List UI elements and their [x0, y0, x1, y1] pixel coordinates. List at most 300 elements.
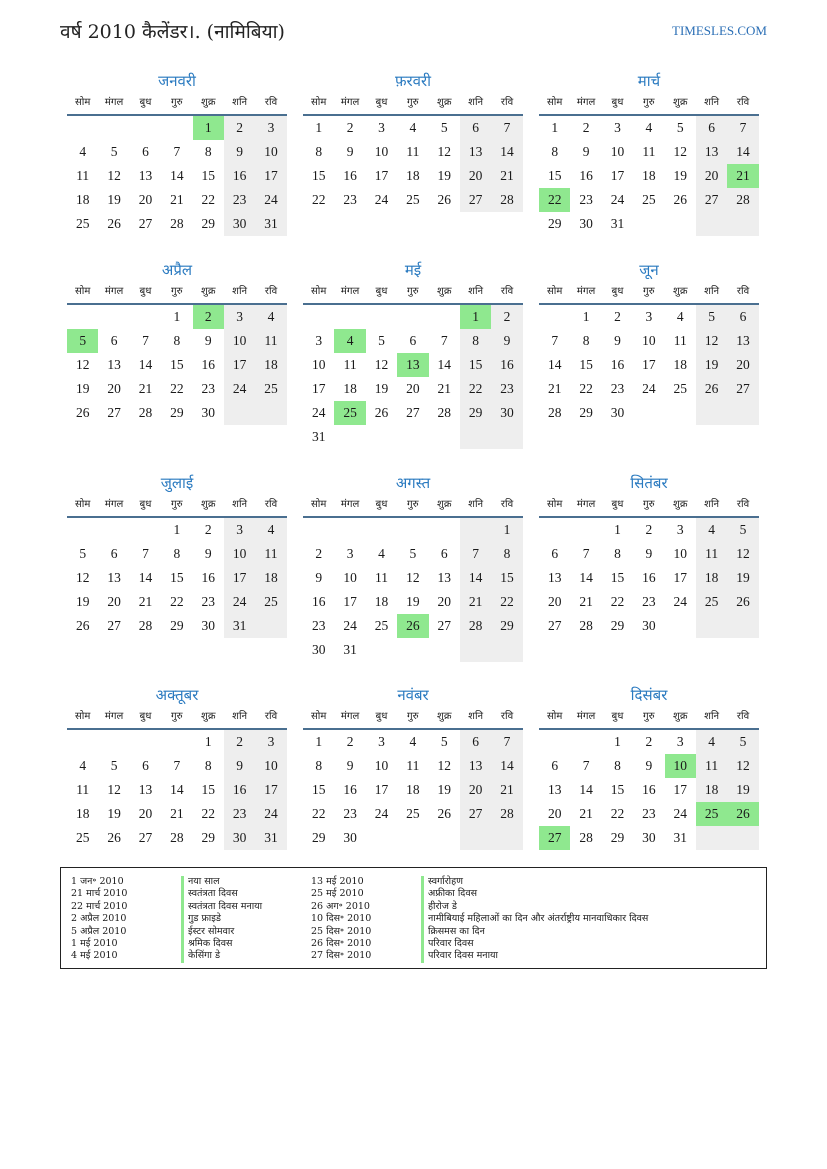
- day-cell[interactable]: 2: [224, 730, 255, 754]
- day-cell[interactable]: 12: [727, 542, 758, 566]
- day-cell[interactable]: 12: [437, 758, 451, 773]
- day-cell[interactable]: 12: [727, 754, 758, 778]
- day-cell[interactable]: 3: [224, 305, 255, 329]
- day-cell[interactable]: 28: [437, 405, 451, 420]
- day-cell[interactable]: 7: [491, 730, 522, 754]
- day-cell[interactable]: 5: [696, 305, 727, 329]
- day-cell[interactable]: 17: [374, 168, 389, 183]
- day-cell[interactable]: 22: [311, 806, 326, 821]
- day-cell[interactable]: 11: [696, 542, 727, 566]
- day-cell[interactable]: 19: [673, 168, 687, 183]
- day-cell[interactable]: 11: [343, 357, 357, 372]
- day-cell[interactable]: 1: [315, 120, 323, 135]
- holiday-day-cell[interactable]: 13: [397, 353, 428, 377]
- day-cell[interactable]: 14: [170, 782, 184, 797]
- day-cell[interactable]: 1: [551, 120, 559, 135]
- day-cell[interactable]: 2: [614, 309, 621, 324]
- day-cell[interactable]: 24: [224, 377, 255, 401]
- day-cell[interactable]: 27: [547, 618, 562, 633]
- day-cell[interactable]: 2: [315, 546, 323, 561]
- day-cell[interactable]: 31: [224, 614, 255, 638]
- day-cell[interactable]: 25: [673, 381, 687, 396]
- day-cell[interactable]: 12: [437, 144, 451, 159]
- day-cell[interactable]: 24: [255, 802, 286, 826]
- day-cell[interactable]: 28: [491, 188, 522, 212]
- holiday-day-cell[interactable]: 26: [727, 802, 758, 826]
- day-cell[interactable]: 22: [460, 377, 491, 401]
- day-cell[interactable]: 10: [224, 542, 255, 566]
- day-cell[interactable]: 19: [75, 594, 90, 609]
- day-cell[interactable]: 6: [460, 116, 491, 140]
- day-cell[interactable]: 16: [343, 168, 357, 183]
- day-cell[interactable]: 11: [76, 168, 90, 183]
- day-cell[interactable]: 1: [173, 309, 181, 324]
- day-cell[interactable]: 11: [255, 329, 286, 353]
- day-cell[interactable]: 17: [642, 357, 656, 372]
- day-cell[interactable]: 21: [170, 806, 184, 821]
- day-cell[interactable]: 6: [142, 758, 149, 773]
- day-cell[interactable]: 5: [727, 730, 758, 754]
- day-cell[interactable]: 6: [110, 333, 118, 348]
- day-cell[interactable]: 5: [440, 120, 448, 135]
- day-cell[interactable]: 29: [610, 830, 625, 845]
- day-cell[interactable]: 24: [374, 806, 389, 821]
- day-cell[interactable]: 12: [696, 329, 727, 353]
- day-cell[interactable]: 14: [491, 754, 522, 778]
- day-cell[interactable]: 22: [579, 381, 593, 396]
- day-cell[interactable]: 28: [579, 830, 593, 845]
- day-cell[interactable]: 2: [204, 522, 212, 537]
- day-cell[interactable]: 20: [460, 164, 491, 188]
- day-cell[interactable]: 22: [610, 594, 625, 609]
- day-cell[interactable]: 6: [409, 333, 417, 348]
- day-cell[interactable]: 1: [173, 522, 181, 537]
- day-cell[interactable]: 15: [201, 782, 215, 797]
- day-cell[interactable]: 1: [614, 522, 621, 537]
- day-cell[interactable]: 24: [255, 188, 286, 212]
- day-cell[interactable]: 20: [696, 164, 727, 188]
- day-cell[interactable]: 9: [204, 333, 212, 348]
- day-cell[interactable]: 20: [107, 381, 121, 396]
- day-cell[interactable]: 21: [437, 381, 451, 396]
- day-cell[interactable]: 27: [138, 830, 153, 845]
- day-cell[interactable]: 8: [173, 333, 181, 348]
- day-cell[interactable]: 29: [201, 830, 215, 845]
- day-cell[interactable]: 24: [311, 405, 326, 420]
- day-cell[interactable]: 19: [75, 381, 90, 396]
- day-cell[interactable]: 18: [696, 778, 727, 802]
- day-cell[interactable]: 4: [79, 144, 87, 159]
- day-cell[interactable]: 24: [343, 618, 357, 633]
- day-cell[interactable]: 25: [374, 618, 389, 633]
- day-cell[interactable]: 14: [579, 782, 593, 797]
- day-cell[interactable]: 11: [673, 333, 687, 348]
- day-cell[interactable]: 1: [491, 518, 522, 542]
- day-cell[interactable]: 19: [406, 594, 420, 609]
- day-cell[interactable]: 14: [727, 140, 758, 164]
- day-cell[interactable]: 29: [311, 830, 326, 845]
- day-cell[interactable]: 15: [610, 570, 625, 585]
- day-cell[interactable]: 23: [343, 806, 357, 821]
- day-cell[interactable]: 5: [110, 758, 118, 773]
- day-cell[interactable]: 13: [727, 329, 758, 353]
- day-cell[interactable]: 25: [255, 590, 286, 614]
- day-cell[interactable]: 27: [460, 802, 491, 826]
- day-cell[interactable]: 1: [315, 734, 323, 749]
- day-cell[interactable]: 21: [138, 381, 153, 396]
- day-cell[interactable]: 23: [610, 381, 625, 396]
- day-cell[interactable]: 6: [551, 758, 559, 773]
- day-cell[interactable]: 18: [374, 594, 389, 609]
- day-cell[interactable]: 14: [579, 570, 593, 585]
- day-cell[interactable]: 28: [170, 216, 184, 231]
- day-cell[interactable]: 1: [204, 734, 212, 749]
- day-cell[interactable]: 29: [579, 405, 593, 420]
- day-cell[interactable]: 26: [437, 192, 451, 207]
- day-cell[interactable]: 18: [255, 566, 286, 590]
- day-cell[interactable]: 9: [491, 329, 522, 353]
- day-cell[interactable]: 17: [673, 570, 687, 585]
- day-cell[interactable]: 27: [727, 377, 758, 401]
- day-cell[interactable]: 17: [673, 782, 687, 797]
- day-cell[interactable]: 26: [75, 618, 90, 633]
- day-cell[interactable]: 9: [315, 570, 323, 585]
- day-cell[interactable]: 23: [642, 594, 656, 609]
- day-cell[interactable]: 13: [460, 140, 491, 164]
- day-cell[interactable]: 16: [642, 570, 656, 585]
- day-cell[interactable]: 18: [696, 566, 727, 590]
- day-cell[interactable]: 8: [173, 546, 181, 561]
- day-cell[interactable]: 3: [676, 734, 684, 749]
- day-cell[interactable]: 13: [138, 168, 153, 183]
- day-cell[interactable]: 2: [645, 734, 653, 749]
- day-cell[interactable]: 13: [547, 570, 562, 585]
- day-cell[interactable]: 21: [170, 192, 184, 207]
- day-cell[interactable]: 21: [491, 778, 522, 802]
- day-cell[interactable]: 5: [378, 333, 385, 348]
- day-cell[interactable]: 14: [491, 140, 522, 164]
- day-cell[interactable]: 5: [409, 546, 417, 561]
- day-cell[interactable]: 16: [610, 357, 625, 372]
- day-cell[interactable]: 15: [610, 782, 625, 797]
- day-cell[interactable]: 28: [547, 405, 562, 420]
- day-cell[interactable]: 8: [614, 546, 621, 561]
- day-cell[interactable]: 1: [614, 734, 621, 749]
- day-cell[interactable]: 7: [460, 542, 491, 566]
- day-cell[interactable]: 11: [374, 570, 388, 585]
- day-cell[interactable]: 25: [642, 192, 656, 207]
- day-cell[interactable]: 7: [551, 333, 559, 348]
- day-cell[interactable]: 28: [138, 405, 153, 420]
- day-cell[interactable]: 9: [582, 144, 590, 159]
- day-cell[interactable]: 18: [673, 357, 687, 372]
- day-cell[interactable]: 16: [224, 778, 255, 802]
- day-cell[interactable]: 20: [727, 353, 758, 377]
- day-cell[interactable]: 29: [491, 614, 522, 638]
- day-cell[interactable]: 7: [173, 758, 181, 773]
- day-cell[interactable]: 9: [224, 754, 255, 778]
- day-cell[interactable]: 12: [374, 357, 389, 372]
- day-cell[interactable]: 4: [696, 730, 727, 754]
- day-cell[interactable]: 31: [610, 216, 625, 231]
- day-cell[interactable]: 1: [582, 309, 590, 324]
- holiday-day-cell[interactable]: 1: [193, 116, 224, 140]
- day-cell[interactable]: 27: [437, 618, 451, 633]
- day-cell[interactable]: 15: [170, 357, 184, 372]
- day-cell[interactable]: 22: [170, 594, 184, 609]
- day-cell[interactable]: 24: [673, 594, 687, 609]
- day-cell[interactable]: 3: [346, 546, 354, 561]
- holiday-day-cell[interactable]: 10: [665, 754, 696, 778]
- day-cell[interactable]: 17: [311, 381, 326, 396]
- day-cell[interactable]: 31: [255, 212, 286, 236]
- day-cell[interactable]: 16: [201, 570, 215, 585]
- day-cell[interactable]: 2: [645, 522, 653, 537]
- day-cell[interactable]: 4: [378, 546, 385, 561]
- day-cell[interactable]: 18: [75, 192, 90, 207]
- day-cell[interactable]: 30: [201, 618, 215, 633]
- day-cell[interactable]: 17: [224, 353, 255, 377]
- day-cell[interactable]: 26: [107, 830, 121, 845]
- day-cell[interactable]: 2: [346, 120, 354, 135]
- day-cell[interactable]: 30: [311, 642, 326, 657]
- day-cell[interactable]: 24: [642, 381, 656, 396]
- day-cell[interactable]: 11: [642, 144, 656, 159]
- day-cell[interactable]: 30: [201, 405, 215, 420]
- day-cell[interactable]: 22: [311, 192, 326, 207]
- day-cell[interactable]: 31: [343, 642, 357, 657]
- day-cell[interactable]: 20: [107, 594, 121, 609]
- site-link[interactable]: TIMESLES.COM: [672, 23, 767, 38]
- day-cell[interactable]: 4: [676, 309, 684, 324]
- day-cell[interactable]: 28: [170, 830, 184, 845]
- day-cell[interactable]: 20: [547, 806, 562, 821]
- day-cell[interactable]: 5: [440, 734, 448, 749]
- day-cell[interactable]: 10: [224, 329, 255, 353]
- day-cell[interactable]: 27: [107, 618, 121, 633]
- day-cell[interactable]: 30: [610, 405, 625, 420]
- day-cell[interactable]: 17: [224, 566, 255, 590]
- day-cell[interactable]: 5: [676, 120, 684, 135]
- day-cell[interactable]: 17: [255, 164, 286, 188]
- day-cell[interactable]: 11: [406, 758, 420, 773]
- day-cell[interactable]: 10: [610, 144, 625, 159]
- day-cell[interactable]: 20: [437, 594, 451, 609]
- day-cell[interactable]: 3: [224, 518, 255, 542]
- day-cell[interactable]: 9: [346, 758, 354, 773]
- day-cell[interactable]: 7: [440, 333, 448, 348]
- day-cell[interactable]: 11: [406, 144, 420, 159]
- day-cell[interactable]: 21: [547, 381, 562, 396]
- day-cell[interactable]: 10: [255, 754, 286, 778]
- day-cell[interactable]: 26: [673, 192, 687, 207]
- day-cell[interactable]: 19: [437, 782, 451, 797]
- day-cell[interactable]: 8: [491, 542, 522, 566]
- day-cell[interactable]: 29: [547, 216, 562, 231]
- day-cell[interactable]: 25: [696, 590, 727, 614]
- day-cell[interactable]: 10: [673, 546, 687, 561]
- day-cell[interactable]: 27: [138, 216, 153, 231]
- day-cell[interactable]: 26: [374, 405, 389, 420]
- day-cell[interactable]: 4: [255, 518, 286, 542]
- day-cell[interactable]: 15: [491, 566, 522, 590]
- day-cell[interactable]: 2: [224, 116, 255, 140]
- day-cell[interactable]: 9: [614, 333, 621, 348]
- day-cell[interactable]: 3: [645, 309, 653, 324]
- day-cell[interactable]: 20: [406, 381, 420, 396]
- day-cell[interactable]: 20: [138, 192, 153, 207]
- day-cell[interactable]: 5: [79, 546, 87, 561]
- day-cell[interactable]: 31: [311, 429, 326, 444]
- day-cell[interactable]: 15: [579, 357, 593, 372]
- day-cell[interactable]: 3: [255, 116, 286, 140]
- day-cell[interactable]: 30: [224, 826, 255, 850]
- day-cell[interactable]: 13: [138, 782, 153, 797]
- day-cell[interactable]: 12: [75, 570, 90, 585]
- day-cell[interactable]: 12: [107, 168, 121, 183]
- day-cell[interactable]: 25: [75, 216, 90, 231]
- day-cell[interactable]: 6: [727, 305, 758, 329]
- holiday-day-cell[interactable]: 21: [727, 164, 758, 188]
- day-cell[interactable]: 23: [224, 802, 255, 826]
- day-cell[interactable]: 6: [142, 144, 149, 159]
- day-cell[interactable]: 12: [673, 144, 687, 159]
- day-cell[interactable]: 26: [75, 405, 90, 420]
- day-cell[interactable]: 8: [315, 758, 323, 773]
- day-cell[interactable]: 28: [727, 188, 758, 212]
- day-cell[interactable]: 13: [107, 357, 121, 372]
- day-cell[interactable]: 9: [204, 546, 212, 561]
- day-cell[interactable]: 25: [406, 192, 420, 207]
- day-cell[interactable]: 14: [437, 357, 451, 372]
- day-cell[interactable]: 10: [374, 758, 389, 773]
- holiday-day-cell[interactable]: 5: [67, 329, 98, 353]
- day-cell[interactable]: 8: [614, 758, 621, 773]
- day-cell[interactable]: 22: [201, 192, 215, 207]
- day-cell[interactable]: 19: [727, 778, 758, 802]
- day-cell[interactable]: 30: [642, 618, 656, 633]
- day-cell[interactable]: 5: [727, 518, 758, 542]
- day-cell[interactable]: 4: [255, 305, 286, 329]
- day-cell[interactable]: 28: [579, 618, 593, 633]
- day-cell[interactable]: 6: [460, 730, 491, 754]
- day-cell[interactable]: 24: [224, 590, 255, 614]
- day-cell[interactable]: 17: [255, 778, 286, 802]
- day-cell[interactable]: 16: [642, 782, 656, 797]
- day-cell[interactable]: 7: [142, 546, 149, 561]
- day-cell[interactable]: 28: [460, 614, 491, 638]
- day-cell[interactable]: 22: [610, 806, 625, 821]
- day-cell[interactable]: 21: [579, 594, 593, 609]
- day-cell[interactable]: 3: [315, 333, 323, 348]
- holiday-day-cell[interactable]: 4: [334, 329, 365, 353]
- day-cell[interactable]: 30: [642, 830, 656, 845]
- day-cell[interactable]: 23: [224, 188, 255, 212]
- day-cell[interactable]: 19: [374, 381, 389, 396]
- holiday-day-cell[interactable]: 27: [539, 826, 570, 850]
- day-cell[interactable]: 16: [224, 164, 255, 188]
- day-cell[interactable]: 13: [437, 570, 451, 585]
- day-cell[interactable]: 15: [170, 570, 184, 585]
- day-cell[interactable]: 4: [409, 120, 417, 135]
- day-cell[interactable]: 27: [696, 188, 727, 212]
- day-cell[interactable]: 19: [696, 353, 727, 377]
- day-cell[interactable]: 16: [491, 353, 522, 377]
- day-cell[interactable]: 7: [173, 144, 181, 159]
- holiday-day-cell[interactable]: 2: [193, 305, 224, 329]
- day-cell[interactable]: 18: [406, 168, 420, 183]
- day-cell[interactable]: 28: [491, 802, 522, 826]
- day-cell[interactable]: 18: [75, 806, 90, 821]
- day-cell[interactable]: 6: [551, 546, 559, 561]
- day-cell[interactable]: 4: [645, 120, 653, 135]
- day-cell[interactable]: 30: [491, 401, 522, 425]
- day-cell[interactable]: 5: [110, 144, 118, 159]
- day-cell[interactable]: 3: [676, 522, 684, 537]
- day-cell[interactable]: 7: [582, 546, 590, 561]
- day-cell[interactable]: 10: [343, 570, 357, 585]
- day-cell[interactable]: 12: [107, 782, 121, 797]
- day-cell[interactable]: 12: [406, 570, 420, 585]
- day-cell[interactable]: 29: [201, 216, 215, 231]
- day-cell[interactable]: 21: [491, 164, 522, 188]
- day-cell[interactable]: 27: [406, 405, 420, 420]
- day-cell[interactable]: 19: [727, 566, 758, 590]
- day-cell[interactable]: 19: [437, 168, 451, 183]
- day-cell[interactable]: 29: [610, 618, 625, 633]
- day-cell[interactable]: 20: [547, 594, 562, 609]
- day-cell[interactable]: 3: [255, 730, 286, 754]
- day-cell[interactable]: 7: [582, 758, 590, 773]
- day-cell[interactable]: 3: [614, 120, 621, 135]
- day-cell[interactable]: 4: [696, 518, 727, 542]
- day-cell[interactable]: 20: [138, 806, 153, 821]
- day-cell[interactable]: 8: [582, 333, 590, 348]
- day-cell[interactable]: 16: [311, 594, 326, 609]
- day-cell[interactable]: 10: [374, 144, 389, 159]
- day-cell[interactable]: 17: [610, 168, 625, 183]
- day-cell[interactable]: 15: [460, 353, 491, 377]
- day-cell[interactable]: 15: [311, 782, 326, 797]
- day-cell[interactable]: 4: [409, 734, 417, 749]
- day-cell[interactable]: 24: [610, 192, 625, 207]
- day-cell[interactable]: 27: [460, 188, 491, 212]
- holiday-day-cell[interactable]: 26: [397, 614, 428, 638]
- day-cell[interactable]: 23: [491, 377, 522, 401]
- day-cell[interactable]: 2: [582, 120, 590, 135]
- day-cell[interactable]: 15: [311, 168, 326, 183]
- day-cell[interactable]: 11: [255, 542, 286, 566]
- day-cell[interactable]: 28: [138, 618, 153, 633]
- day-cell[interactable]: 8: [315, 144, 323, 159]
- day-cell[interactable]: 7: [142, 333, 149, 348]
- holiday-day-cell[interactable]: 25: [334, 401, 365, 425]
- day-cell[interactable]: 12: [75, 357, 90, 372]
- day-cell[interactable]: 13: [696, 140, 727, 164]
- day-cell[interactable]: 3: [378, 120, 385, 135]
- day-cell[interactable]: 10: [642, 333, 656, 348]
- day-cell[interactable]: 14: [547, 357, 562, 372]
- day-cell[interactable]: 27: [107, 405, 121, 420]
- day-cell[interactable]: 16: [579, 168, 593, 183]
- day-cell[interactable]: 7: [491, 116, 522, 140]
- day-cell[interactable]: 26: [696, 377, 727, 401]
- day-cell[interactable]: 24: [374, 192, 389, 207]
- day-cell[interactable]: 4: [79, 758, 87, 773]
- day-cell[interactable]: 10: [311, 357, 326, 372]
- day-cell[interactable]: 6: [110, 546, 118, 561]
- day-cell[interactable]: 15: [201, 168, 215, 183]
